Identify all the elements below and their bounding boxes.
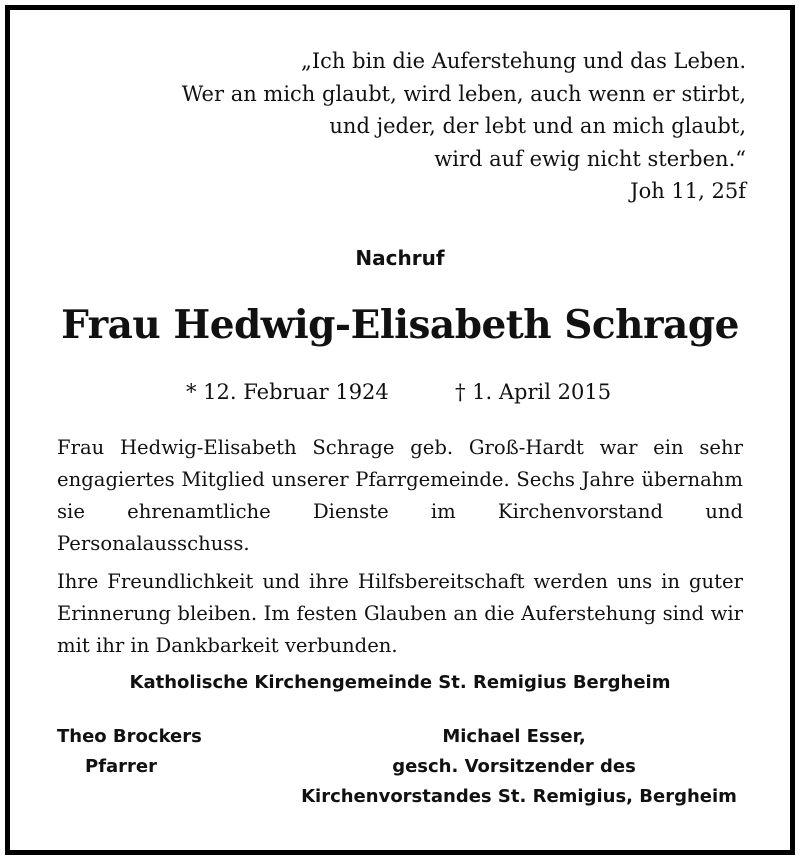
quote-line: und jeder, der lebt und an mich glaubt,: [329, 114, 746, 138]
paragraph: Ihre Freundlichkeit und ihre Hilfsbereitschaft werden uns in guter Erinnerung bleiben. Im festen Glauben an die Auferstehung sind wir mit ihr in Dankbarkeit verbunden.: [57, 570, 743, 657]
birth-date: * 12. Februar 1924: [186, 380, 389, 404]
quote-line: wird auf ewig nicht sterben.“: [434, 146, 746, 171]
parish-name: Katholische Kirchengemeinde St. Remigius Bergheim: [129, 672, 671, 693]
signature-left: [57, 722, 202, 782]
obituary-heading: Nachruf: [355, 246, 445, 270]
signatory-name: Theo Brockers: [57, 726, 202, 747]
signatory-role: Kirchenvorstandes St. Remigius, Bergheim: [301, 786, 737, 807]
signatory-role: gesch. Vorsitzender des: [392, 756, 636, 777]
signatory-name: Michael Esser,: [442, 726, 586, 747]
death-date: † 1. April 2015: [455, 380, 612, 404]
deceased-name: Frau Hedwig-Elisabeth Schrage: [61, 302, 739, 348]
signature-right: [284, 722, 744, 812]
bible-quote: [182, 45, 746, 175]
signatory-role: Pfarrer: [85, 756, 158, 777]
quote-reference: Joh 11, 25f: [630, 179, 746, 203]
obituary-text: [57, 432, 743, 668]
quote-line: Wer an mich glaubt, wird leben, auch wenn er stirbt,: [181, 81, 746, 106]
quote-line: „Ich bin die Auferstehung und das Leben.: [300, 49, 746, 73]
paragraph: Frau Hedwig-Elisabeth Schrage geb. Groß-Hardt war ein sehr engagiertes Mitglied unserer Pfarrgemeinde. Sechs Jahre übernahm sie ehrenamtliche Dienste im Kirchenvorstand und Personalausschuss.: [57, 436, 743, 555]
